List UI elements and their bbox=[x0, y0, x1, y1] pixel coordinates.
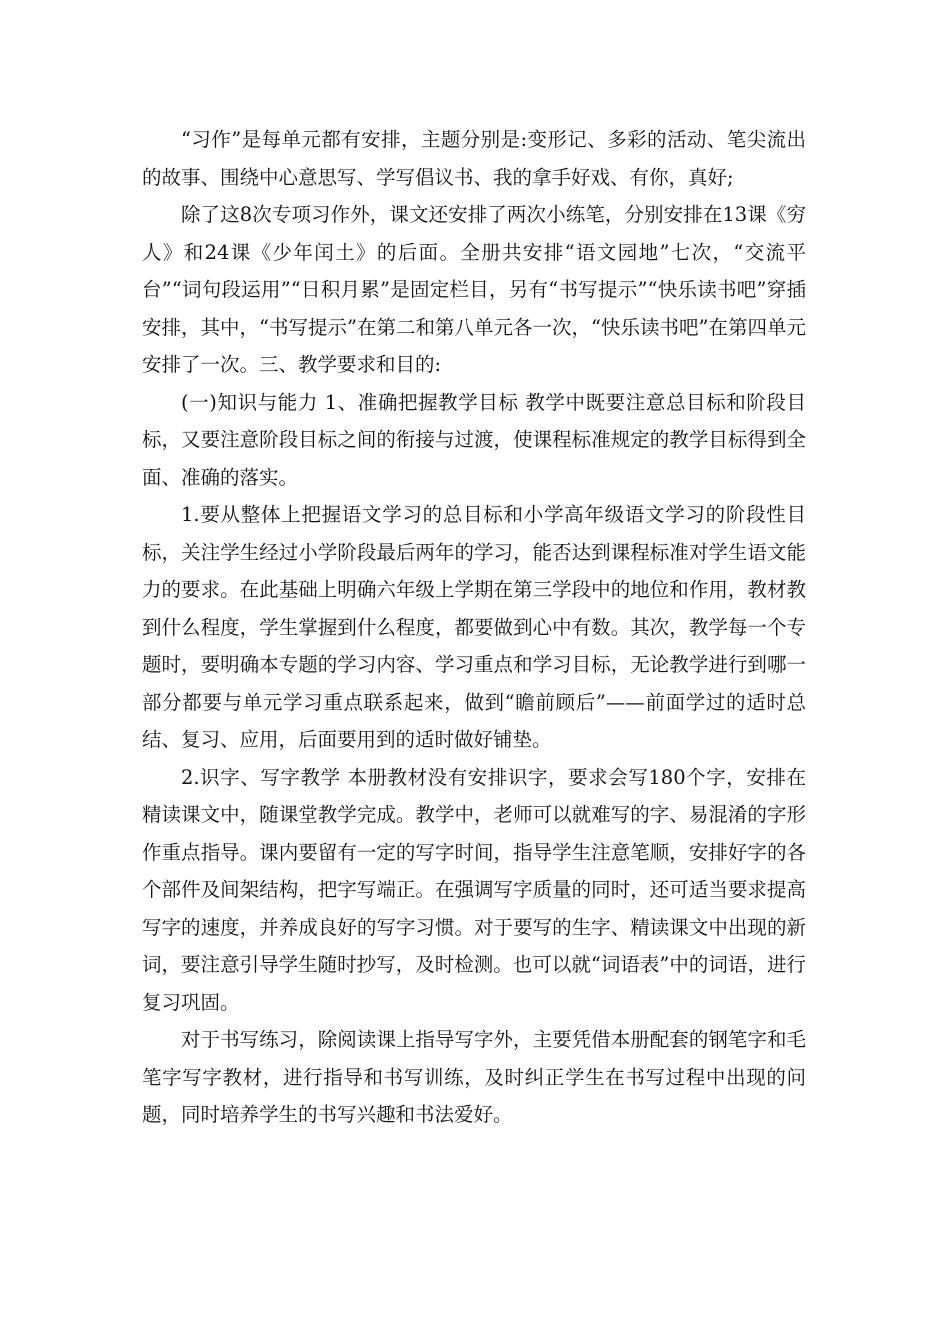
paragraph-practice-and-garden: 除了这8次专项习作外，课文还安排了两次小练笔，分别安排在13课《穷人》和24课《少年闰土》的后面。全册共安排“语文园地”七次，“交流平台”“词句段运用”“日积月累”是固定栏目，另有“书写提示”“快乐读书吧”穿插安排，其中，“书写提示”在第二和第八单元各一次，“快乐读书吧”在第四单元安排了一次。三、教学要求和目的: bbox=[142, 203, 806, 376]
paragraph-writing-instruction: 2.识字、写字教学 本册教材没有安排识字，要求会写180个字，安排在精读课文中，随课堂教学完成。教学中，老师可以就难写的字、易混淆的字形作重点指导。课内要留有一定的写字时间，指导学生注意笔顺，安排好字的各个部件及间架结构，把字写端正。在强调写字质量的同时，还可适当要求提高写字的速度，并养成良好的写字习惯。对于要写的生字、精读课文中出现的新词，要注意引导学生随时抄写，及时检测。也可以就“词语表”中的词语，进行复习巩固。 bbox=[142, 765, 806, 1014]
paragraph-knowledge-ability: (一)知识与能力 1、准确把握教学目标 教学中既要注意总目标和阶段目标，又要注意阶段目标之间的衔接与过渡，使课程标准规定的教学目标得到全面、准确的落实。 bbox=[142, 390, 806, 489]
paragraph-calligraphy-practice: 对于书写练习，除阅读课上指导写字外，主要凭借本册配套的钢笔字和毛笔字写字教材，进行指导和书写训练，及时纠正学生在书写过程中出现的问题，同时培养学生的书写兴趣和书法爱好。 bbox=[142, 1028, 806, 1126]
paragraph-composition-topics: “习作”是每单元都有安排，主题分别是:变形记、多彩的活动、笔尖流出的故事、围绕中心意思写、学写倡议书、我的拿手好戏、有你，真好; bbox=[142, 128, 806, 189]
document-body bbox=[142, 121, 806, 1134]
paragraph-overall-goals: 1.要从整体上把握语文学习的总目标和小学高年级语文学习的阶段性目标，关注学生经过小学阶段最后两年的学习，能否达到课程标准对学生语文能力的要求。在此基础上明确六年级上学期在第三学段中的地位和作用，教材教到什么程度，学生掌握到什么程度，都要做到心中有数。其次，教学每一个专题时，要明确本专题的学习内容、学习重点和学习目标，无论教学进行到哪一部分都要与单元学习重点联系起来，做到“瞻前顾后”——前面学过的适时总结、复习、应用，后面要用到的适时做好铺垫。 bbox=[142, 503, 806, 751]
